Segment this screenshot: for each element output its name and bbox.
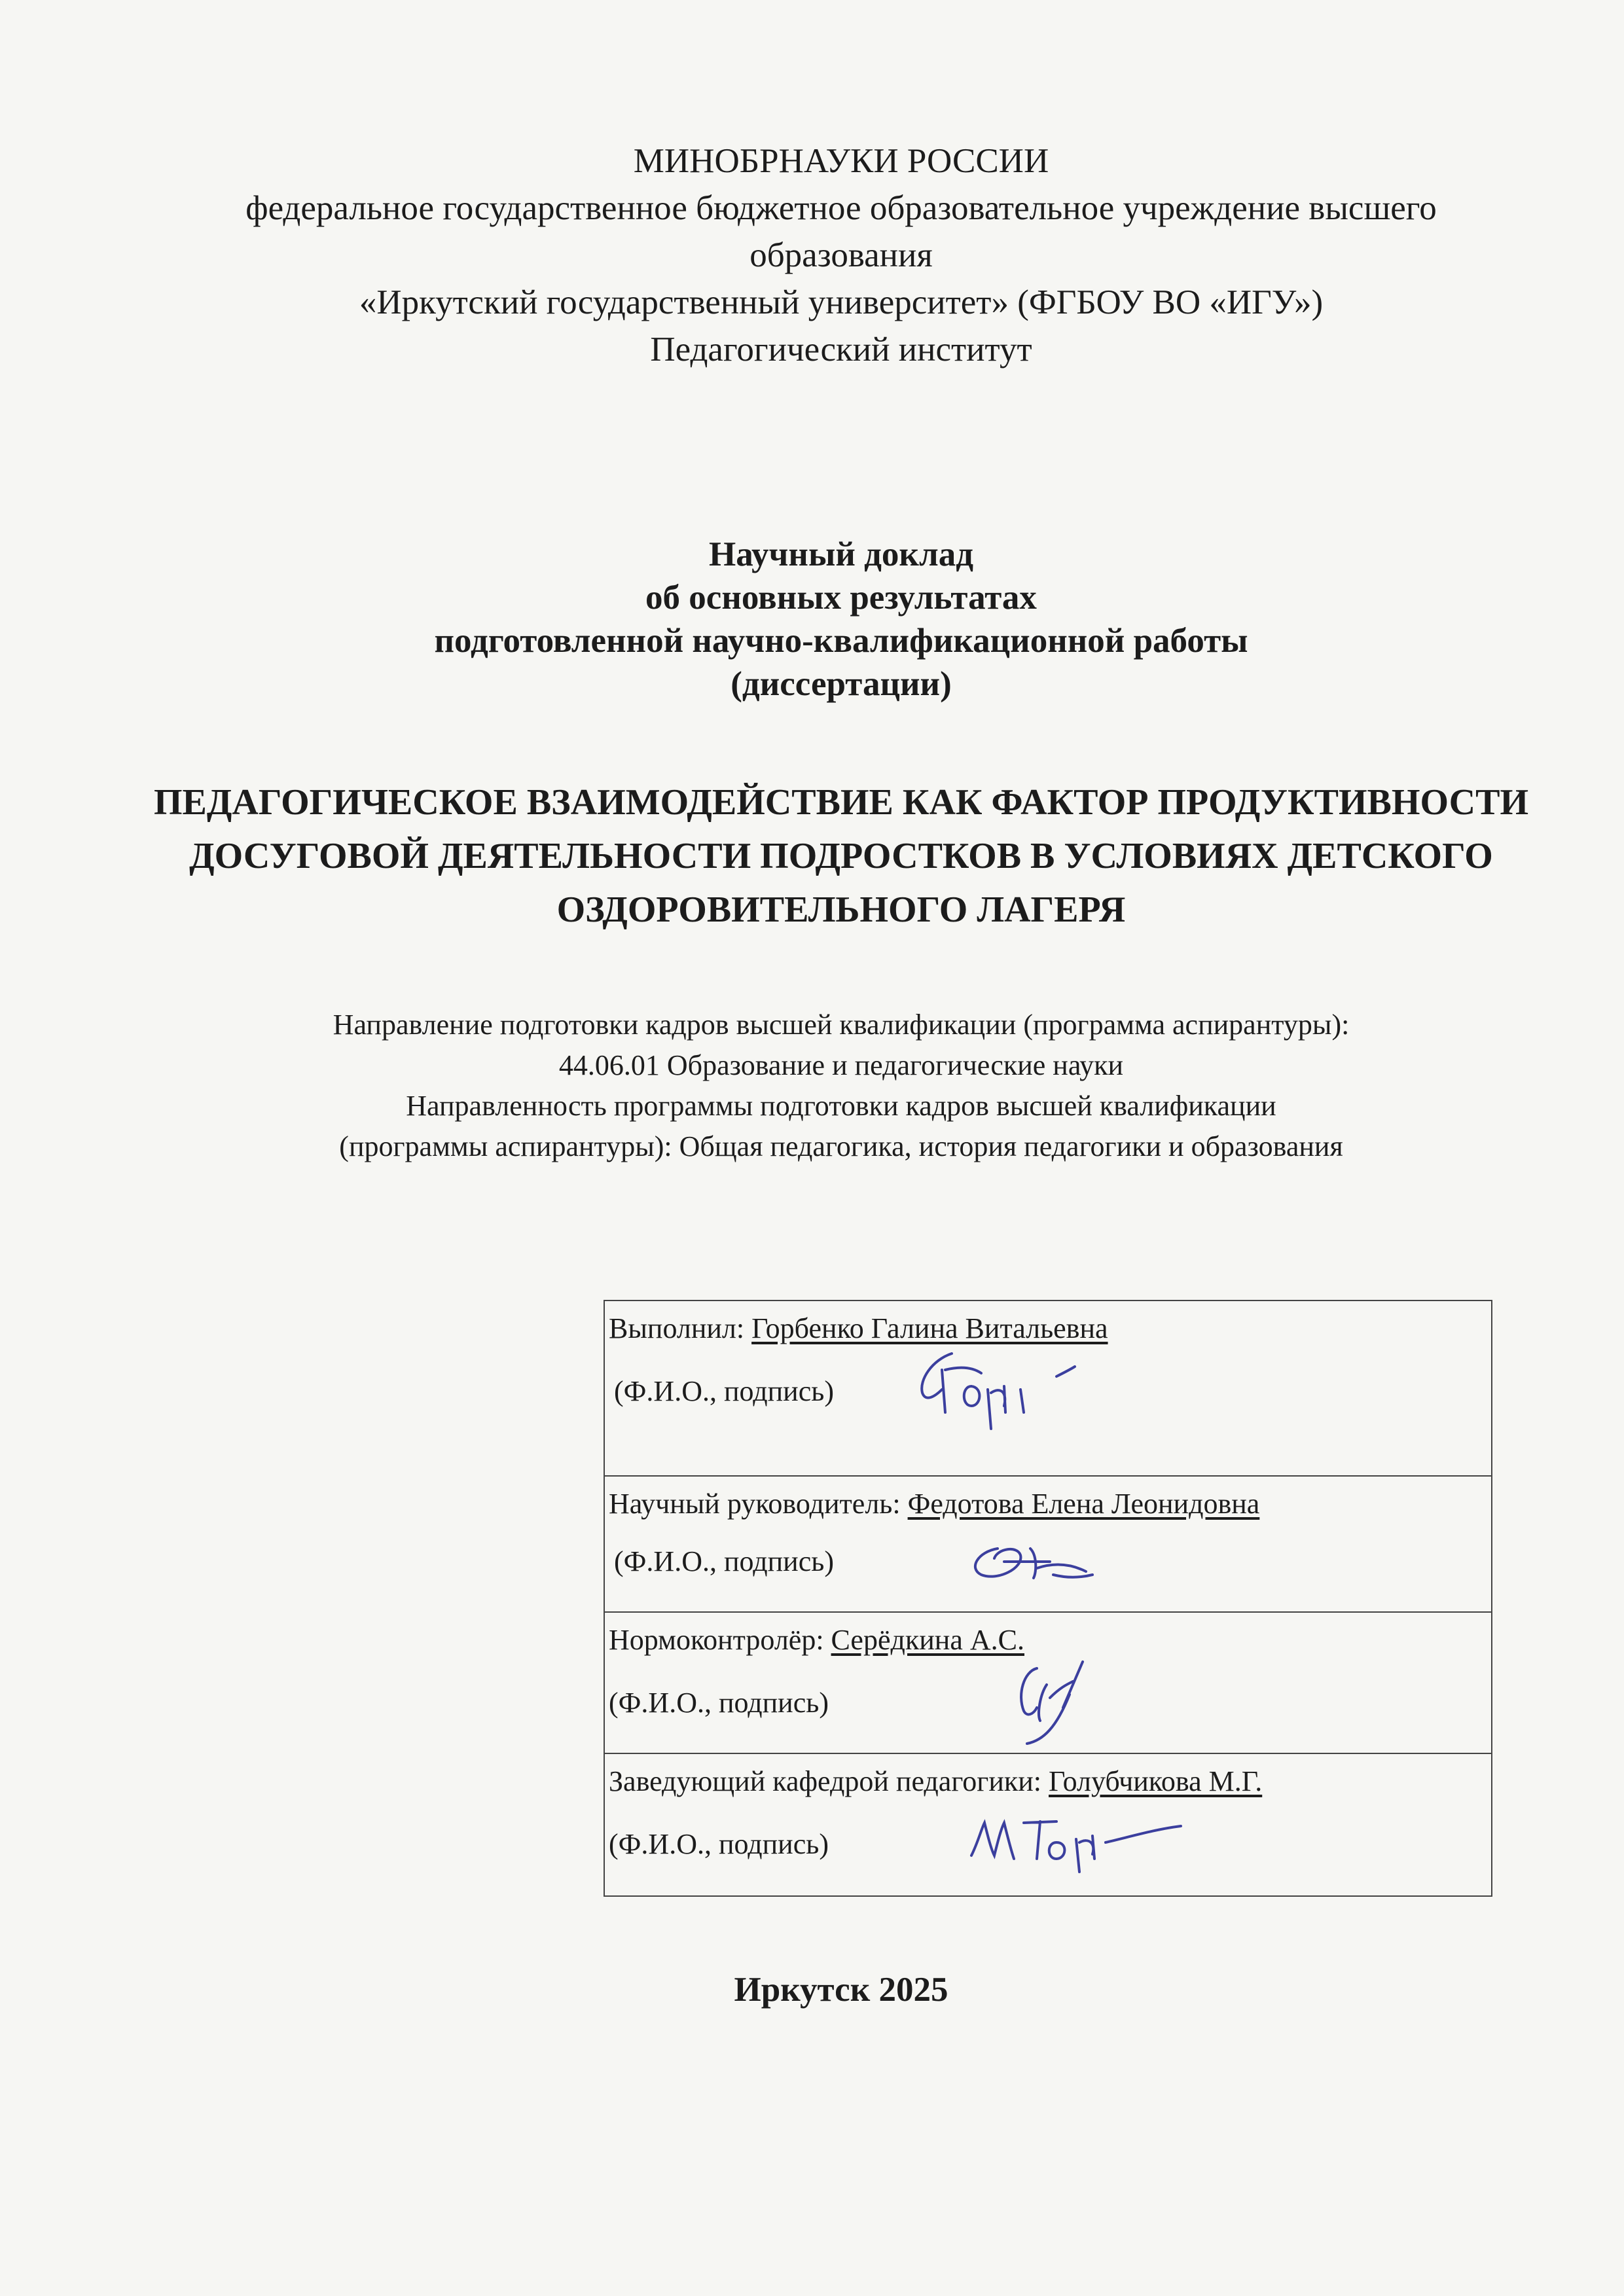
role-label: Нормоконтролёр: [609, 1624, 831, 1656]
direction-line-3: Направленность программы подготовки кадров высшей квалификации [406, 1090, 1276, 1122]
institute-name: Педагогический институт [650, 331, 1032, 368]
signature-row-supervisor [604, 1476, 1492, 1612]
fio-signature-label: (Ф.И.О., подпись) [609, 1828, 829, 1860]
fio-signature-label: (Ф.И.О., подпись) [614, 1375, 834, 1407]
report-heading-line-3: подготовленной научно-квалификационной работы [434, 622, 1248, 660]
signature-supervisor [958, 1522, 1128, 1601]
role-line [609, 1623, 1024, 1657]
person-name: Горбенко Галина Витальевна [751, 1312, 1108, 1344]
role-label: Выполнил: [609, 1312, 752, 1344]
dissertation-title [98, 776, 1584, 937]
person-name: Голубчикова М.Г. [1049, 1765, 1263, 1797]
program-direction [131, 1005, 1551, 1167]
role-label: Научный руководитель: [609, 1488, 908, 1520]
institution-header [131, 137, 1551, 373]
dissertation-title-line-3: ОЗДОРОВИТЕЛЬНОГО ЛАГЕРЯ [556, 889, 1126, 930]
role-line [609, 1765, 1262, 1798]
role-line [609, 1487, 1259, 1520]
signature-cell [604, 1300, 1492, 1476]
fio-signature-label: (Ф.И.О., подпись) [614, 1545, 834, 1577]
ministry-name: МИНОБРНАУКИ РОССИИ [633, 142, 1049, 180]
university-name: «Иркутский государственный университет» (ФГБОУ ВО «ИГУ») [359, 283, 1324, 321]
report-heading [131, 533, 1551, 706]
dissertation-title-line-2: ДОСУГОВОЙ ДЕЯТЕЛЬНОСТИ ПОДРОСТКОВ В УСЛОВИЯХ ДЕТСКОГО [189, 836, 1493, 876]
signature-table [604, 1300, 1492, 1897]
role-label: Заведующий кафедрой педагогики: [609, 1765, 1049, 1797]
fio-signature-label: (Ф.И.О., подпись) [609, 1687, 829, 1719]
signature-cell [604, 1753, 1492, 1896]
report-heading-line-1: Научный доклад [708, 535, 974, 573]
signature-row-normcontroller [604, 1612, 1492, 1753]
institution-type: федеральное государственное бюджетное образовательное учреждение высшего [245, 189, 1437, 227]
signature-author [906, 1340, 1102, 1439]
dissertation-title-line-1: ПЕДАГОГИЧЕСКОЕ ВЗАИМОДЕЙСТВИЕ КАК ФАКТОР ПРОДУКТИВНОСТИ [153, 782, 1529, 823]
city-year: Иркутск 2025 [734, 1971, 948, 2009]
report-heading-line-4: (диссертации) [731, 665, 952, 703]
person-name: Серёдкина А.С. [831, 1624, 1024, 1656]
report-heading-line-2: об основных результатах [645, 579, 1037, 617]
person-name: Федотова Елена Леонидовна [907, 1488, 1260, 1520]
signature-row-author [604, 1300, 1492, 1476]
direction-line-2: 44.06.01 Образование и педагогические науки [558, 1049, 1124, 1081]
signature-row-head-of-department [604, 1753, 1492, 1896]
direction-line-1: Направление подготовки кадров высшей квалификации (программа аспирантуры): [333, 1009, 1350, 1041]
direction-line-4: (программы аспирантуры): Общая педагогика, история педагогики и образования [339, 1130, 1343, 1162]
signature-head-of-department [958, 1797, 1207, 1875]
institution-type-cont: образования [749, 236, 933, 274]
signature-normcontroller [998, 1649, 1109, 1753]
signature-cell [604, 1476, 1492, 1612]
signature-cell [604, 1612, 1492, 1753]
